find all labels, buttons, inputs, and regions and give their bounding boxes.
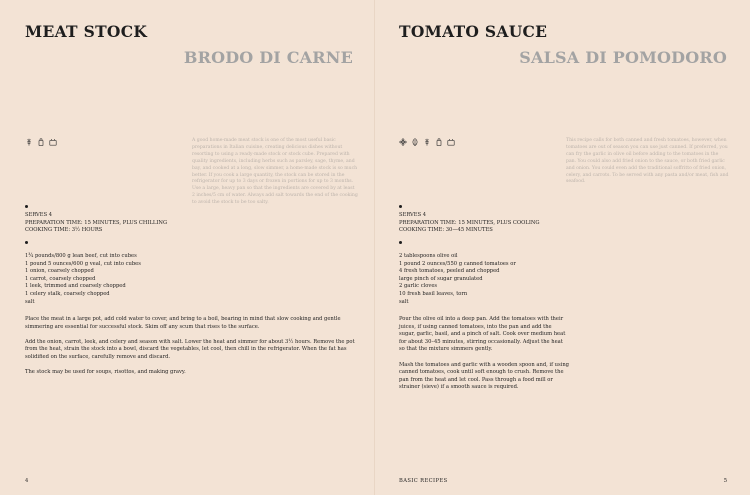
ingredient-list [399, 253, 516, 306]
recipe-introduction: This recipe calls for both canned and fresh tomatoes, however, when tomatoes are out of season you can use just canned. If preferred, you can fry the garlic in olive oil before adding to the tomatoes in the pan. You could also add fried onion to the sauce, or both fried garlic and onion. You could even add the traditional soffritto of fried onion, celery, and carrots. To be served with any pasta and/or meat, fish and seafood. [566, 138, 729, 185]
gluten-free-icon [423, 138, 431, 146]
page-number: 4 [25, 478, 29, 484]
vegan-icon [411, 138, 419, 146]
method-steps [25, 316, 360, 384]
prep-time-text: PREPARATION TIME: 15 MINUTES, PLUS CHILLING [25, 219, 168, 226]
ingredient-list [25, 253, 141, 306]
section-bullet [25, 205, 28, 208]
ingredient-item: large pinch of sugar granulated [399, 275, 483, 282]
cook-time-text: COOKING TIME: 30—45 MINUTES [399, 227, 493, 234]
method-paragraph: The stock may be used for soups, risottos, and making gravy. [25, 369, 186, 376]
dairy-free-icon [435, 138, 443, 146]
freezable-icon [447, 138, 455, 146]
method-steps [399, 316, 569, 400]
section-bullet [25, 241, 28, 244]
section-bullet [399, 205, 402, 208]
method-paragraph: Place the meat in a large pot, add cold water to cover, and bring to a boil, bearing in mind that slow cooking and gentle simmering are essential for successful stock. Skim off any scum that rises to the surface. [25, 316, 341, 330]
recipe-introduction: A good home-made meat stock is one of the most useful basic preparations in Italian cuisine, creating delicious dishes without resorting to using a ready-made stock or stock cube. Prepared with quality ingredients, including herbs such as parsley, sage, thyme, and bay, and cooked at a long, slow simmer, a home-made stock is so much better. If you cook a large quantity, the stock can be stored in the refrigerator for up to 3 days or frozen in portions for up to 3 months. Use a large, heavy pan so that the ingredients are covered by at least 2 inches/5 cm of water. Always add salt towards the end of the cooking to avoid the stock to be too salty. [192, 138, 358, 206]
ingredient-item: 1 leek, trimmed and coarsely chopped [25, 283, 126, 290]
freezable-icon [49, 138, 57, 146]
ingredient-item: 2 garlic cloves [399, 283, 438, 290]
prep-time-text: PREPARATION TIME: 15 MINUTES, PLUS COOLING [399, 219, 540, 226]
ingredient-item: 1 pound 5 ounces/600 g veal, cut into cubes [25, 260, 141, 267]
ingredient-item: 1 onion, coarsely chopped [25, 268, 94, 275]
recipe-meta [25, 212, 167, 235]
recipe-title-english: TOMATO SAUCE [399, 22, 548, 41]
recipe-title-italian: SALSA DI POMODORO [519, 48, 727, 67]
ingredient-item: 2 tablespoons olive oil [399, 253, 458, 259]
dairy-free-icon [37, 138, 45, 146]
serves-text: SERVES 4 [399, 212, 427, 218]
ingredient-item: 1 carrot, coarsely chopped [25, 275, 96, 282]
recipe-title-english: MEAT STOCK [25, 22, 148, 41]
recipe-icons [25, 138, 57, 146]
right-page [375, 0, 750, 495]
cook-time-text: COOKING TIME: 3½ HOURS [25, 227, 103, 234]
ingredient-item: 4 fresh tomatoes, peeled and chopped [399, 268, 500, 275]
ingredient-item: 1 celery stalk, coarsely chopped [25, 290, 110, 297]
ingredient-item: 10 fresh basil leaves, torn [399, 290, 468, 297]
method-paragraph: Add the onion, carrot, leek, and celery and season with salt. Lower the heat and simmer for about 3½ hours. Remove the pot from the heat, strain the stock into a bowl, discard the vegetables, let cool, then chill in the refrigerator. When the fat has solidified on the surface, carefully remove and discard. [25, 338, 355, 360]
ingredient-item: 1¾ pounds/800 g lean beef, cut into cubes [25, 253, 137, 259]
serves-text: SERVES 4 [25, 212, 53, 218]
ingredient-item: salt [399, 298, 409, 305]
page-number: 5 [723, 478, 727, 484]
vegetarian-icon [399, 138, 407, 146]
section-bullet [399, 241, 402, 244]
recipe-meta [399, 212, 540, 235]
gluten-free-icon [25, 138, 33, 146]
running-head: BASIC RECIPES [399, 478, 448, 484]
method-paragraph: Pour the olive oil into a deep pan. Add the tomatoes with their juices, if using canned tomatoes, into the pan and add the sugar, garlic, basil, and a pinch of salt. Cook over medium heat for about 30–45 minutes, stirring occasionally. Adjust the heat so that the mixture simmers gently. [399, 316, 566, 353]
method-paragraph: Mash the tomatoes and garlic with a wooden spoon and, if using canned tomatoes, cook until soft enough to crush. Remove the pan from the heat and let cool. Pass through a food mill or strainer (sieve) if a smooth sauce is required. [399, 361, 569, 391]
ingredient-item: salt [25, 298, 35, 305]
ingredient-item: 1 pound 2 ounces/550 g canned tomatoes or [399, 260, 516, 267]
recipe-icons [399, 138, 455, 146]
recipe-title-italian: BRODO DI CARNE [183, 48, 353, 67]
